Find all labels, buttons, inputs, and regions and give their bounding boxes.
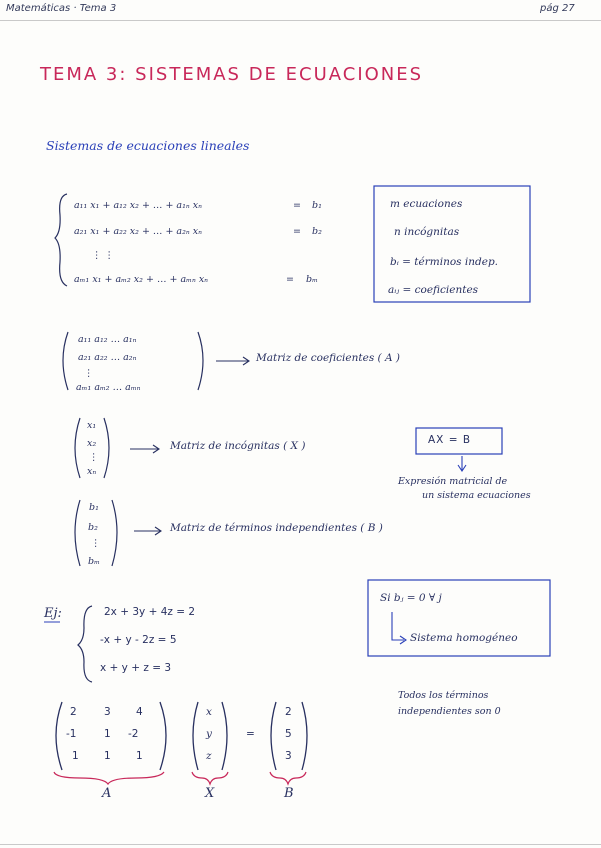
coef-matrix-row-1: a₁₁ a₁₂ … a₁ₙ	[78, 334, 137, 345]
legend-line-2: n incógnitas	[394, 226, 460, 238]
system-row-3-rhs: bₘ	[306, 274, 318, 285]
homog-line-1: Si bⱼ = 0 ∀ j	[380, 592, 442, 604]
section-title: Sistemas de ecuaciones lineales	[46, 138, 250, 153]
system-row-2-rhs: b₂	[312, 226, 322, 237]
indep-matrix-left-paren	[75, 500, 80, 566]
indep-matrix-entry-1: b₁	[89, 502, 99, 513]
coef-matrix-row-4: aₘ₁ aₘ₂ … aₘₙ	[76, 382, 141, 393]
legend-line-4: aᵢⱼ = coeficientes	[388, 284, 479, 296]
coef-matrix-label: Matriz de coeficientes ( A )	[256, 352, 400, 364]
ex-A-r3c2: 1	[104, 750, 111, 762]
var-matrix-label: Matriz de incógnitas ( X )	[170, 440, 306, 452]
axb-text: AX = B	[428, 434, 472, 446]
ex-X-left-paren	[193, 702, 198, 770]
system-row-2-eq: =	[293, 226, 301, 237]
homog-caption-2: independientes son 0	[398, 706, 501, 717]
var-matrix-entry-4: xₙ	[87, 466, 97, 477]
ex-B-r3: 3	[285, 750, 292, 762]
var-matrix-right-paren	[104, 418, 109, 478]
example-eq-3: x + y + z = 3	[100, 662, 172, 674]
ex-X-r1: x	[206, 706, 212, 718]
ex-equals: =	[246, 728, 255, 740]
example-eq-1: 2x + 3y + 4z = 2	[104, 606, 196, 618]
axb-caption-1: Expresión matricial de	[398, 476, 508, 487]
var-matrix-entry-2: x₂	[87, 438, 97, 449]
homog-line-2: Sistema homogéneo	[410, 632, 518, 644]
indep-matrix-entry-4: bₘ	[88, 556, 100, 567]
ex-A-r2c1: -1	[66, 728, 77, 740]
axb-caption-2: un sistema ecuaciones	[422, 490, 531, 501]
indep-matrix-right-paren	[112, 500, 117, 566]
ex-A-r1c3: 4	[136, 706, 143, 718]
example-brace	[78, 606, 92, 682]
legend-line-1: m ecuaciones	[390, 198, 463, 210]
coef-matrix-left-paren	[63, 332, 68, 390]
coef-matrix-right-paren	[198, 332, 203, 390]
example-eq-2: -x + y - 2z = 5	[100, 634, 177, 646]
ex-A-label: A	[102, 786, 112, 801]
page-header-left: Matemáticas · Tema 3	[6, 3, 117, 14]
underbrace-A	[54, 772, 164, 784]
ex-A-r2c2: 1	[104, 728, 111, 740]
system-row-1-rhs: b₁	[312, 200, 322, 211]
system-row-1-eq: =	[293, 200, 301, 211]
system-brace	[55, 194, 67, 286]
ex-X-r3: z	[206, 750, 212, 762]
system-dots: ⋮ ⋮	[92, 250, 115, 261]
footer-rule	[0, 844, 601, 845]
var-matrix-entry-3: ⋮	[89, 452, 99, 463]
indep-matrix-entry-2: b₂	[88, 522, 98, 533]
example-label: Ej:	[44, 606, 62, 621]
page-number: pág 27	[540, 3, 575, 14]
ex-A-r2c3: -2	[128, 728, 139, 740]
coef-matrix-row-3: ⋮	[84, 368, 94, 379]
underbrace-X	[192, 772, 228, 784]
var-matrix-left-paren	[75, 418, 80, 478]
indep-matrix-label: Matriz de términos independientes ( B )	[170, 522, 383, 534]
ex-A-left-paren	[56, 702, 62, 770]
ex-A-r3c1: 1	[72, 750, 79, 762]
ex-A-r1c2: 3	[104, 706, 111, 718]
system-row-3-terms: aₘ₁ x₁ + aₘ₂ x₂ + … + aₘₙ xₙ	[74, 274, 209, 285]
underbrace-B	[270, 772, 306, 784]
legend-line-3: bᵢ = términos indep.	[390, 256, 498, 268]
ex-B-left-paren	[271, 702, 276, 770]
system-row-3-eq: =	[286, 274, 294, 285]
ex-A-right-paren	[160, 702, 166, 770]
system-row-2-terms: a₂₁ x₁ + a₂₂ x₂ + … + a₂ₙ xₙ	[74, 226, 202, 237]
ex-A-r1c1: 2	[70, 706, 77, 718]
ex-B-label: B	[284, 786, 294, 801]
var-matrix-entry-1: x₁	[87, 420, 97, 431]
ex-X-label: X	[205, 786, 215, 801]
ex-X-r2: y	[206, 728, 212, 740]
homog-caption-1: Todos los términos	[398, 690, 489, 701]
system-row-1-terms: a₁₁ x₁ + a₁₂ x₂ + … + a₁ₙ xₙ	[74, 200, 202, 211]
ex-A-r3c3: 1	[136, 750, 143, 762]
indep-matrix-entry-3: ⋮	[91, 538, 101, 549]
ex-B-right-paren	[302, 702, 307, 770]
page-title: TEMA 3: SISTEMAS DE ECUACIONES	[40, 64, 424, 85]
ex-X-right-paren	[222, 702, 227, 770]
ex-B-r2: 5	[285, 728, 292, 740]
ex-B-r1: 2	[285, 706, 292, 718]
coef-matrix-row-2: a₂₁ a₂₂ … a₂ₙ	[78, 352, 137, 363]
